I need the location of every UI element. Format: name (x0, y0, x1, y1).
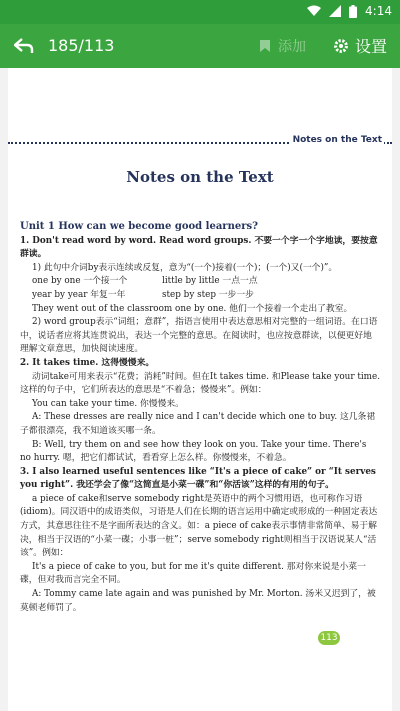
document-page[interactable] (8, 68, 392, 711)
note-heading: 1. Don't read word by word. Read word groups. 不要一个字一个字地读，要按意群读。 (20, 235, 378, 260)
example-sentence: You can take your time. 你慢慢来。 (32, 398, 184, 409)
example-dialogue: A: These dresses are really nice and I can't decide which one to buy. 这几条裙子都很漂亮，我不知道该买哪一条。 (20, 412, 376, 436)
page-counter: 185/113 (48, 36, 115, 55)
bookmark-icon (258, 39, 272, 53)
page-content (20, 220, 380, 615)
example-sentence: They went out of the classroom one by one. 他们一个接着一个走出了教室。 (32, 303, 353, 314)
phrase: step by step 一步一步 (162, 289, 254, 300)
battery-icon (349, 5, 357, 18)
unit-heading: Unit 1 How can we become good learners? (20, 221, 258, 232)
app-bar (0, 24, 400, 68)
paragraph: 动词take可用来表示“花费；消耗”时间。但在It takes time. 和Please take your time. 这样的句子中，它们所表达的意思是“不着急；慢慢来”。例如： (20, 371, 381, 396)
gear-icon (333, 38, 349, 54)
page-title: Notes on the Text (126, 168, 274, 186)
page-number-badge: 113 (318, 631, 340, 645)
add-bookmark-button[interactable] (258, 36, 306, 56)
phrase-row (20, 275, 380, 289)
example-dialogue: B: Well, try them on and see how they look on you. Take your time. There's no hurry. 嗯，把它们都试试，看看穿上怎么样。你慢慢来，不着急。 (20, 439, 367, 464)
back-arrow-icon (14, 38, 34, 54)
status-icons (307, 4, 392, 18)
example-sentence: It's a piece of cake to you, but for me it's quite different. 那对你来说是小菜一碟，但对我而言完全不同。 (20, 561, 366, 586)
phrase: year by year 年复一年 (32, 289, 126, 300)
status-time: 4:14 (365, 4, 392, 18)
wifi-icon (307, 5, 321, 17)
settings-label: 设置 (355, 37, 388, 56)
note-heading: 2. It takes time. 这得慢慢来。 (20, 357, 155, 368)
running-head: Notes on the Text (292, 135, 382, 145)
add-bookmark-label: 添加 (278, 39, 306, 55)
paragraph: a piece of cake和serve somebody right是英语中的两个习惯用语，也可称作习语(idiom)。同汉语中的成语类似，习语是人们在长期的语言运用中确定或形成的一种固定表达方式，其意思往往不是字面所表达的含义。如：a piece of cake表示事情非常简单、易于解决，相当于汉语的“小菜一碟；小事一桩”；serve somebody right则相当于汉语说某人“活该”。例如： (20, 493, 378, 559)
paragraph: 1) 此句中介词by表示连续或反复，意为“(一个)接着(一个)；(一个)又(一个)”。 (32, 262, 338, 273)
back-button[interactable] (10, 32, 38, 60)
status-bar (0, 0, 400, 24)
example-dialogue: A: Tommy came late again and was punished by Mr. Morton. 汤米又迟到了，被莫顿老师罚了。 (20, 589, 376, 613)
phrase: one by one 一个接一个 (32, 276, 128, 287)
note-heading: 3. I also learned useful sentences like “It's a piece of cake” or “It serves you right”. 我还学会了像“这简直是小菜一碟”和“你活该”这样的有用的句子。 (20, 466, 376, 491)
paragraph: 2) word group表示“词组；意群”，指语言使用中表达意思相对完整的一组词语。在口语中，说话者应将其连贯说出，表达一个完整的意思。在阅读时，也应按意群读，以便更好地理解文章意思，加快阅读速度。 (20, 317, 378, 355)
phrase-row (20, 289, 380, 303)
settings-button[interactable] (333, 34, 387, 57)
signal-icon (329, 5, 341, 17)
phrase: little by little 一点一点 (162, 276, 258, 287)
